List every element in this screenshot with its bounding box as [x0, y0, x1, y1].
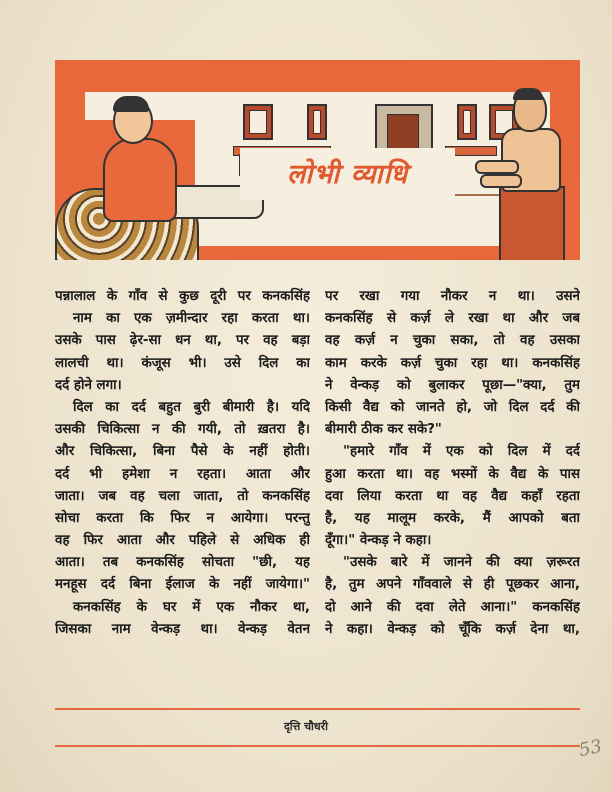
- text-line: उसके पास ढ़ेर-सा धन था, पर वह बड़ा: [55, 333, 310, 349]
- text-line: दो आने की दवा लेते आना।" कनकसिंह: [325, 599, 580, 615]
- text-line: काम करके कर्ज़ चुका रहा था। कनकसिंह: [325, 355, 580, 371]
- footer-rule-top: [55, 708, 580, 710]
- page-number: 53: [577, 735, 604, 762]
- text-line: वह कर्ज़ न चुका सका, तो वह उसका: [325, 333, 580, 349]
- title-panel: [240, 148, 455, 200]
- text-line: जाता। जब वह चला जाता, तो कनकसिंह: [55, 488, 310, 504]
- text-line: "हमारे गाँव में एक को दिल में दर्द: [343, 444, 580, 460]
- text-line: आता। तब कनकसिंह सोचता "छी, यह: [55, 555, 310, 571]
- text-line: सोचा करता कि फिर न आयेगा। परन्तु: [55, 510, 310, 526]
- text-line: कनकसिंह के घर में एक नौकर था,: [73, 599, 310, 615]
- text-line: ने कहा। वेन्कड़ को चूँकि कर्ज़ देना था,: [325, 621, 580, 637]
- text-line: मनहूस दर्द बिना ईलाज के नहीं जायेगा।": [55, 577, 310, 593]
- text-line: बीमारी ठीक कर सके?": [325, 422, 442, 438]
- landlord-hair: [113, 96, 149, 112]
- text-line: दूँगा।" वेन्कड़ ने कहा।: [325, 533, 432, 549]
- illustrator-credit: दृत्ति चौधरी: [283, 720, 329, 733]
- text-line: है, यह मालूम करके, मैं आपको बता: [325, 510, 580, 526]
- text-line: लालची था। कंजूस भी। उसे दिल का: [55, 355, 310, 371]
- right-column: [325, 286, 580, 641]
- text-line: वह फिर आता और पहिले से अधिक ही: [55, 533, 310, 549]
- text-line: दिल का दर्द बहुत बुरी बीमारी है। यदि: [73, 399, 310, 415]
- text-line: है, तुम अपने गाँववाले से ही पूछकर आना,: [325, 577, 580, 593]
- text-line: जिसका नाम वेन्कड़ था। वेन्कड़ वेतन: [55, 621, 310, 637]
- wall-frame-right: [457, 104, 477, 140]
- servant-figure: [485, 90, 580, 260]
- window-left: [243, 104, 273, 140]
- text-line: नाम का एक ज़मीन्दार रहा करता था।: [73, 311, 310, 327]
- left-column: [55, 286, 310, 641]
- ceiling-beam: [85, 74, 550, 92]
- text-line: पन्नालाल के गाँव से कुछ दूरी पर कनकसिंह: [55, 289, 310, 304]
- landlord-body: [103, 138, 177, 222]
- footer-rule-bottom: [55, 745, 580, 747]
- text-line: "उसके बारे में जानने की क्या ज़रूरत: [343, 555, 580, 571]
- wall-frame: [307, 104, 327, 140]
- text-line: किसी वैद्य को जानते हो, जो दिल दर्द की: [325, 399, 580, 415]
- text-line: दवा लिया करता था वह वैद्य कहाँ रहता: [325, 488, 580, 504]
- text-line: उसकी चिकित्सा न की गयी, तो ख़तरा है।: [55, 422, 310, 438]
- story-title: लोभी व्याधि: [286, 159, 409, 190]
- text-line: कनकसिंह से कर्ज़ ले रखा था और जब: [325, 311, 580, 327]
- text-line: पर रखा गया नौकर न था। उसने: [325, 289, 580, 304]
- text-line: और चिकित्सा, बिना पैसे के नहीं होती।: [55, 444, 310, 460]
- text-line: ने वेन्कड़ को बुलाकर पूछा—"क्या, तुम: [325, 377, 580, 393]
- text-line: दर्द भी हमेशा न रहता। आता और: [55, 466, 310, 482]
- text-line: दर्द होने लगा।: [55, 377, 122, 393]
- text-line: हुआ करता था। वह भस्मों के वैद्य के पास: [325, 466, 580, 482]
